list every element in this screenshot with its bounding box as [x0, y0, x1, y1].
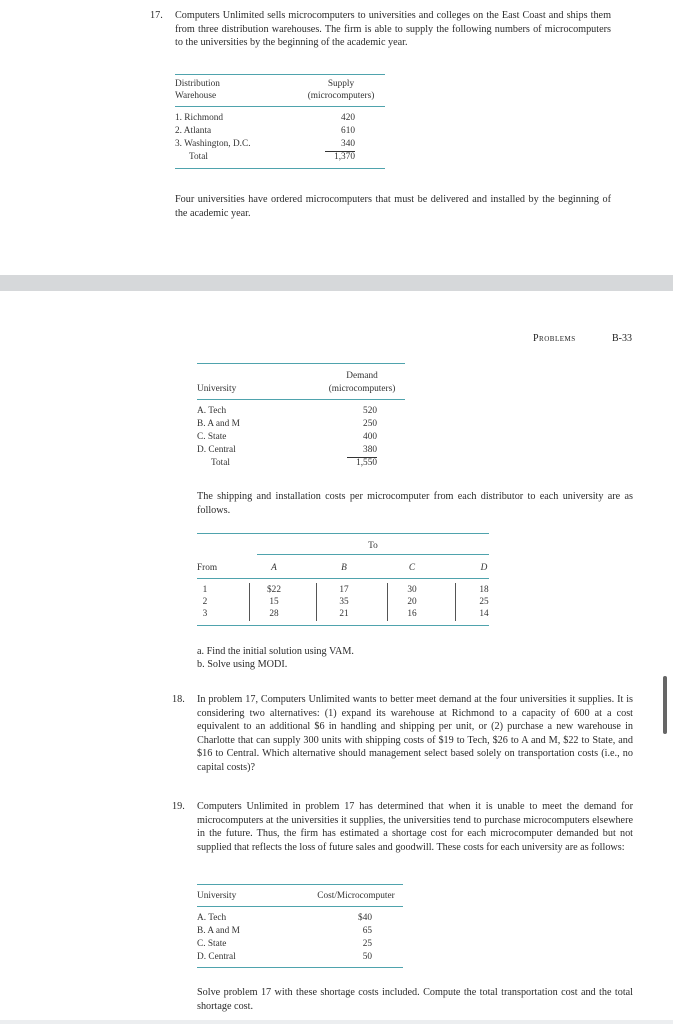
problem-18-number: 18. [172, 694, 185, 705]
table-row: C. State [197, 939, 227, 949]
page-separator [0, 275, 673, 291]
table-row: C. State [197, 432, 227, 442]
table-total-row: Total [211, 458, 230, 468]
cost-col-c: C [408, 563, 416, 573]
problem-17-text-2: Four universities have ordered microcomputers that must be delivered and installed by the beginning of the academic year. [175, 194, 611, 219]
table-row: 2 [202, 597, 208, 607]
scrollbar-thumb[interactable] [663, 676, 667, 734]
table-row: 1 [202, 585, 208, 595]
supply-header-warehouse: Distribution [175, 79, 220, 89]
problem-19-text: 19. Computers Unlimited in problem 17 has determined that when it is unable to meet the demand for microcomputers at the universities it supplies, the universities tend to purchase microcomputers elsewhere in the future. Thus, the firm has estimated a shortage cost for each microcomputer demanded but not supplied that reflects the loss of future sales and goodwill. These costs for each university are as follows: [172, 801, 633, 853]
cost-col-b: B [341, 563, 347, 573]
demand-header-university: University [197, 384, 237, 394]
table-row: 3. Washington, D.C. [175, 139, 251, 149]
demand-header-demand: Demand [346, 371, 378, 381]
table-row: 2. Atlanta [175, 126, 212, 136]
demand-table: Demand University (microcomputers) A. Tech 520 B. A and M 250 C. State 400 D. Central 380 Total 1,550 [197, 363, 405, 469]
supply-table: Distribution Warehouse Supply (microcomputers) 1. Richmond 420 2. Atlanta 610 3. Washington, D.C. 340 Total 1,370 [175, 74, 385, 170]
table-row: B. A and M [197, 926, 240, 936]
cost-col-a: A [271, 563, 277, 573]
shortage-header-university: University [197, 891, 237, 901]
table-row: A. Tech [197, 406, 227, 416]
table-row: 1. Richmond [175, 113, 224, 123]
page-number: B-33 [612, 333, 632, 344]
shipping-intro-text: The shipping and installation costs per microcomputer from each distributor to each university are as follows. [197, 491, 633, 516]
cost-header-to: To [368, 541, 378, 551]
table-row: 3 [202, 609, 208, 619]
document-page-1 [0, 0, 673, 275]
problem-17-number: 17. [150, 10, 163, 21]
shortage-table: University Cost/Microcomputer A. Tech $40 B. A and M 65 C. State 25 D. Central 50 [197, 884, 403, 970]
table-rule [175, 74, 385, 75]
cost-table: To From A B C D 1 $22 17 30 18 2 15 35 20 25 3 28 21 16 14 [197, 533, 489, 629]
table-row: A. Tech [197, 913, 227, 923]
cost-header-from: From [197, 563, 218, 573]
problem-19-number: 19. [172, 801, 185, 812]
problem-18-text: 18. In problem 17, Computers Unlimited wants to better meet demand at the four universities it supplies. It is considering two alternatives: (1) expand its warehouse at Richmond to a capacity of 600 at a cost equivalent to an additional $6 in handling and shipping per unit, or (2) purchase a new warehouse in Charlotte that can supply 300 units with shipping costs of $19 to Tech, $26 to A and M, $22 to State, and $16 to Central. Which alternative should management select based solely on transportation costs (i.e., no capital costs)? [172, 694, 633, 773]
problem-19-text-2: Solve problem 17 with these shortage costs included. Compute the total transportation cost and the total shortage cost. [197, 987, 633, 1012]
table-row: D. Central [197, 445, 236, 455]
table-total-row: Total [189, 152, 208, 162]
table-row: B. A and M [197, 419, 240, 429]
shortage-header-cost: Cost/Microcomputer [317, 891, 395, 901]
task-b: b. Solve using MODI. [197, 659, 288, 670]
supply-header-supply: Supply [327, 79, 355, 89]
task-a: a. Find the initial solution using VAM. [197, 646, 354, 657]
running-header-label: Problems [533, 333, 576, 344]
cost-col-d: D [480, 563, 488, 573]
problem-17-text: 17. Computers Unlimited sells microcomputers to universities and colleges on the East Coast and ships them from three distribution warehouses. The firm is able to supply the following numbers of microcomputers to the universities by the beginning of the academic year. [150, 10, 611, 48]
table-row: D. Central [197, 952, 236, 962]
